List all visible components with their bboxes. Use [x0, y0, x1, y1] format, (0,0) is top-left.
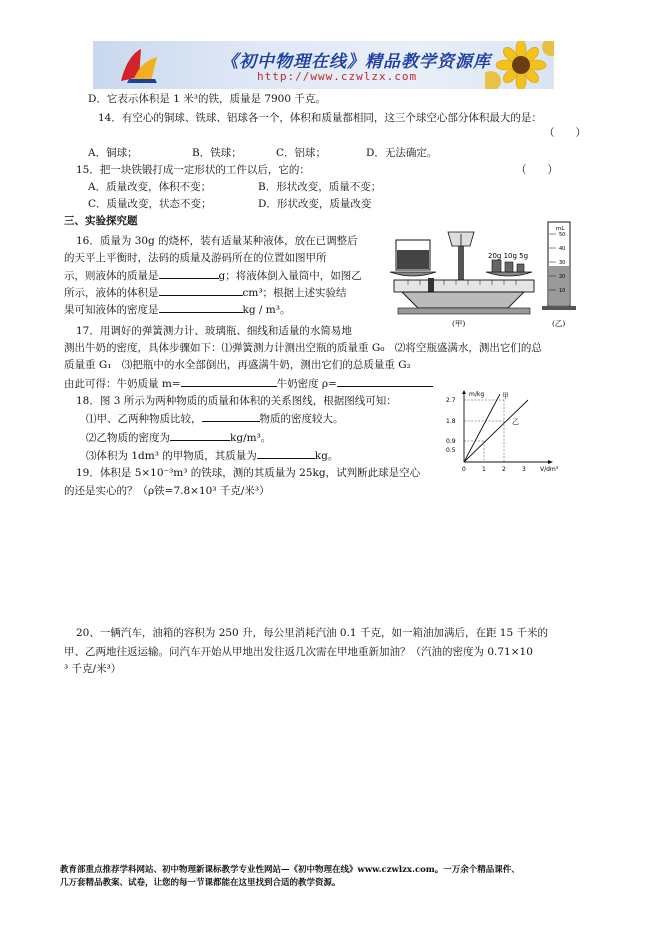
q19-line-2: 的还是实心的？（ρ铁=7.8×10³ 千克/米³）	[64, 485, 270, 497]
graph-ytick: 0.5	[446, 447, 456, 454]
graph-line-jia	[464, 394, 500, 462]
q16-line-3: 示，则液体的质量是 g；将液体倒入量筒中，如图乙	[64, 270, 362, 282]
q20-line-1: 20、一辆汽车，油箱的容积为 250 升，每公里消耗汽油 0.1 千克，如一箱油加满后，在距 15 千米的	[76, 627, 548, 639]
graph-xtick: 0	[462, 466, 466, 473]
q15-stem: 15．把一块铁锻打成一定形状的工件以后，它的：	[76, 164, 310, 176]
q18-blank-mass[interactable]	[257, 448, 315, 459]
weights-icon	[492, 260, 524, 272]
cylinder-tick: 50	[559, 232, 566, 238]
q17-line-3: 质量重 G₁ ⑶把瓶中的水全部倒出，再盛满牛奶，测出它们的总质量重 G₂	[64, 359, 411, 371]
graph-ylabel: m/kg	[469, 391, 485, 398]
footer-line-2: 几万套精品教案、试卷，让您的每一节课都能在这里找到合适的教学资源。	[60, 878, 341, 888]
q19-line-1: 19．体积是 5×10⁻³m³ 的铁球，测的其质量为 25kg，试判断此球是空心	[76, 467, 421, 479]
q18-blank-denser[interactable]	[202, 411, 260, 422]
q13-option-d: D．它表示体积是 1 米³的铁，质量是 7900 千克。	[88, 93, 326, 105]
section-heading: 三、实验探究题	[64, 215, 138, 227]
q16-line-5: 果可知液体的密度是 kg / m³。	[64, 304, 291, 316]
q14-answer-paren: （ ）	[544, 127, 586, 139]
beaker-icon	[396, 240, 430, 270]
graph-line-yi	[464, 400, 528, 462]
q17-blank-mass[interactable]	[181, 376, 277, 387]
q18-line-3: ⑵乙物质的密度为 kg/m³。	[86, 432, 272, 444]
q16-blank-mass[interactable]	[159, 268, 219, 279]
q17-blank-density[interactable]	[337, 376, 433, 387]
header-banner	[93, 41, 554, 89]
banner-url[interactable]: http://www.czwlzx.com	[257, 70, 418, 83]
graph-xtick: 1	[482, 466, 486, 473]
graph-ytick: 2.7	[446, 397, 456, 404]
q18-line-1: 18．图 3 所示为两种物质的质量和体积的关系图线，根据图线可知：	[76, 395, 397, 407]
q16-blank-density[interactable]	[159, 302, 243, 313]
q16-blank-volume[interactable]	[159, 285, 243, 296]
q20-line-3: ³ 千克/米³）	[64, 663, 122, 675]
figure-label-yi: (乙)	[552, 319, 566, 328]
graph-xtick: 3	[522, 466, 526, 473]
q15-option-b: B．形状改变，质量不变；	[258, 181, 382, 193]
q14-option-c: C．铝球；	[276, 147, 327, 159]
q15-option-a: A．质量改变，体积不变；	[88, 181, 212, 193]
balance-cylinder-figure	[388, 218, 584, 336]
figure-label-jia: (甲)	[452, 319, 466, 328]
q18-blank-density[interactable]	[170, 430, 230, 441]
cylinder-tick: 10	[559, 288, 566, 294]
q15-option-d: D．形状改变，质量改变	[258, 198, 372, 210]
banner-title: 《初中物理在线》精品教学资源库	[221, 52, 491, 72]
footer-line-1: 教育部重点推荐学科网站、初中物理新课标教学专业性网站—《初中物理在线》www.czwlzx.com。一万余个精品课件、	[60, 865, 520, 875]
graph-series-jia: 甲	[502, 392, 509, 400]
graph-xtick: 2	[502, 466, 506, 473]
graph-series-yi: 乙	[512, 418, 519, 426]
q18-line-4: ⑶体积为 1dm³ 的甲物质，其质量为 kg。	[86, 450, 339, 462]
cylinder-tick: 20	[559, 274, 566, 280]
site-logo-icon	[117, 47, 161, 85]
cylinder-tick: 40	[559, 246, 566, 252]
graph-ytick: 0.9	[446, 438, 456, 445]
q15-answer-paren: （ ）	[516, 164, 558, 176]
graph-xlabel: V/dm³	[540, 466, 559, 473]
mass-volume-graph	[436, 390, 566, 474]
q17-line-1: 17．用调好的弹簧测力计、玻璃瓶、细线和适量的水简易地	[76, 325, 352, 337]
q18-line-2: ⑴甲、乙两种物质比较， 物质的密度较大。	[86, 413, 344, 425]
footer	[60, 864, 620, 890]
sunflower-icon	[485, 41, 554, 89]
q20-line-2: 甲、乙两地往返运输。问汽车开始从甲地出发往返几次需在甲地重新加油？（汽油的密度为 0.71×10	[64, 646, 533, 658]
graph-ytick: 1.8	[446, 418, 456, 425]
q17-line-4: 由此可得：牛奶质量 m= 牛奶密度 ρ=	[64, 376, 433, 391]
q17-line-2: 测出牛奶的密度，具体步骤如下：⑴弹簧测力计测出空瓶的质量重 G₀ ⑵将空瓶盛满水，测出它们的总	[64, 342, 542, 354]
q14-option-a: A．铜球；	[88, 147, 138, 159]
q14-option-b: B．铁球；	[192, 147, 242, 159]
q16-line-4: 所示，液体的体积是 cm³；根据上述实验结	[64, 287, 347, 299]
q14-stem: 14．有空心的铜球、铁球、铝球各一个，体积和质量都相同，这三个球空心部分体积最大的是：	[98, 112, 542, 124]
weights-label: 20g 10g 5g	[488, 252, 529, 260]
q14-option-d: D．无法确定。	[366, 147, 438, 159]
q16-line-1: 16．质量为 30g 的烧杯，装有适量某种液体，放在已调整后	[76, 235, 358, 247]
cylinder-tick: 30	[559, 260, 566, 266]
q16-line-2: 的天平上平衡时，法码的质量及游码所在的位置如图甲所	[64, 252, 327, 264]
q15-option-c: C．质量改变，状态不变；	[88, 198, 212, 210]
cylinder-unit: mL	[556, 226, 565, 232]
